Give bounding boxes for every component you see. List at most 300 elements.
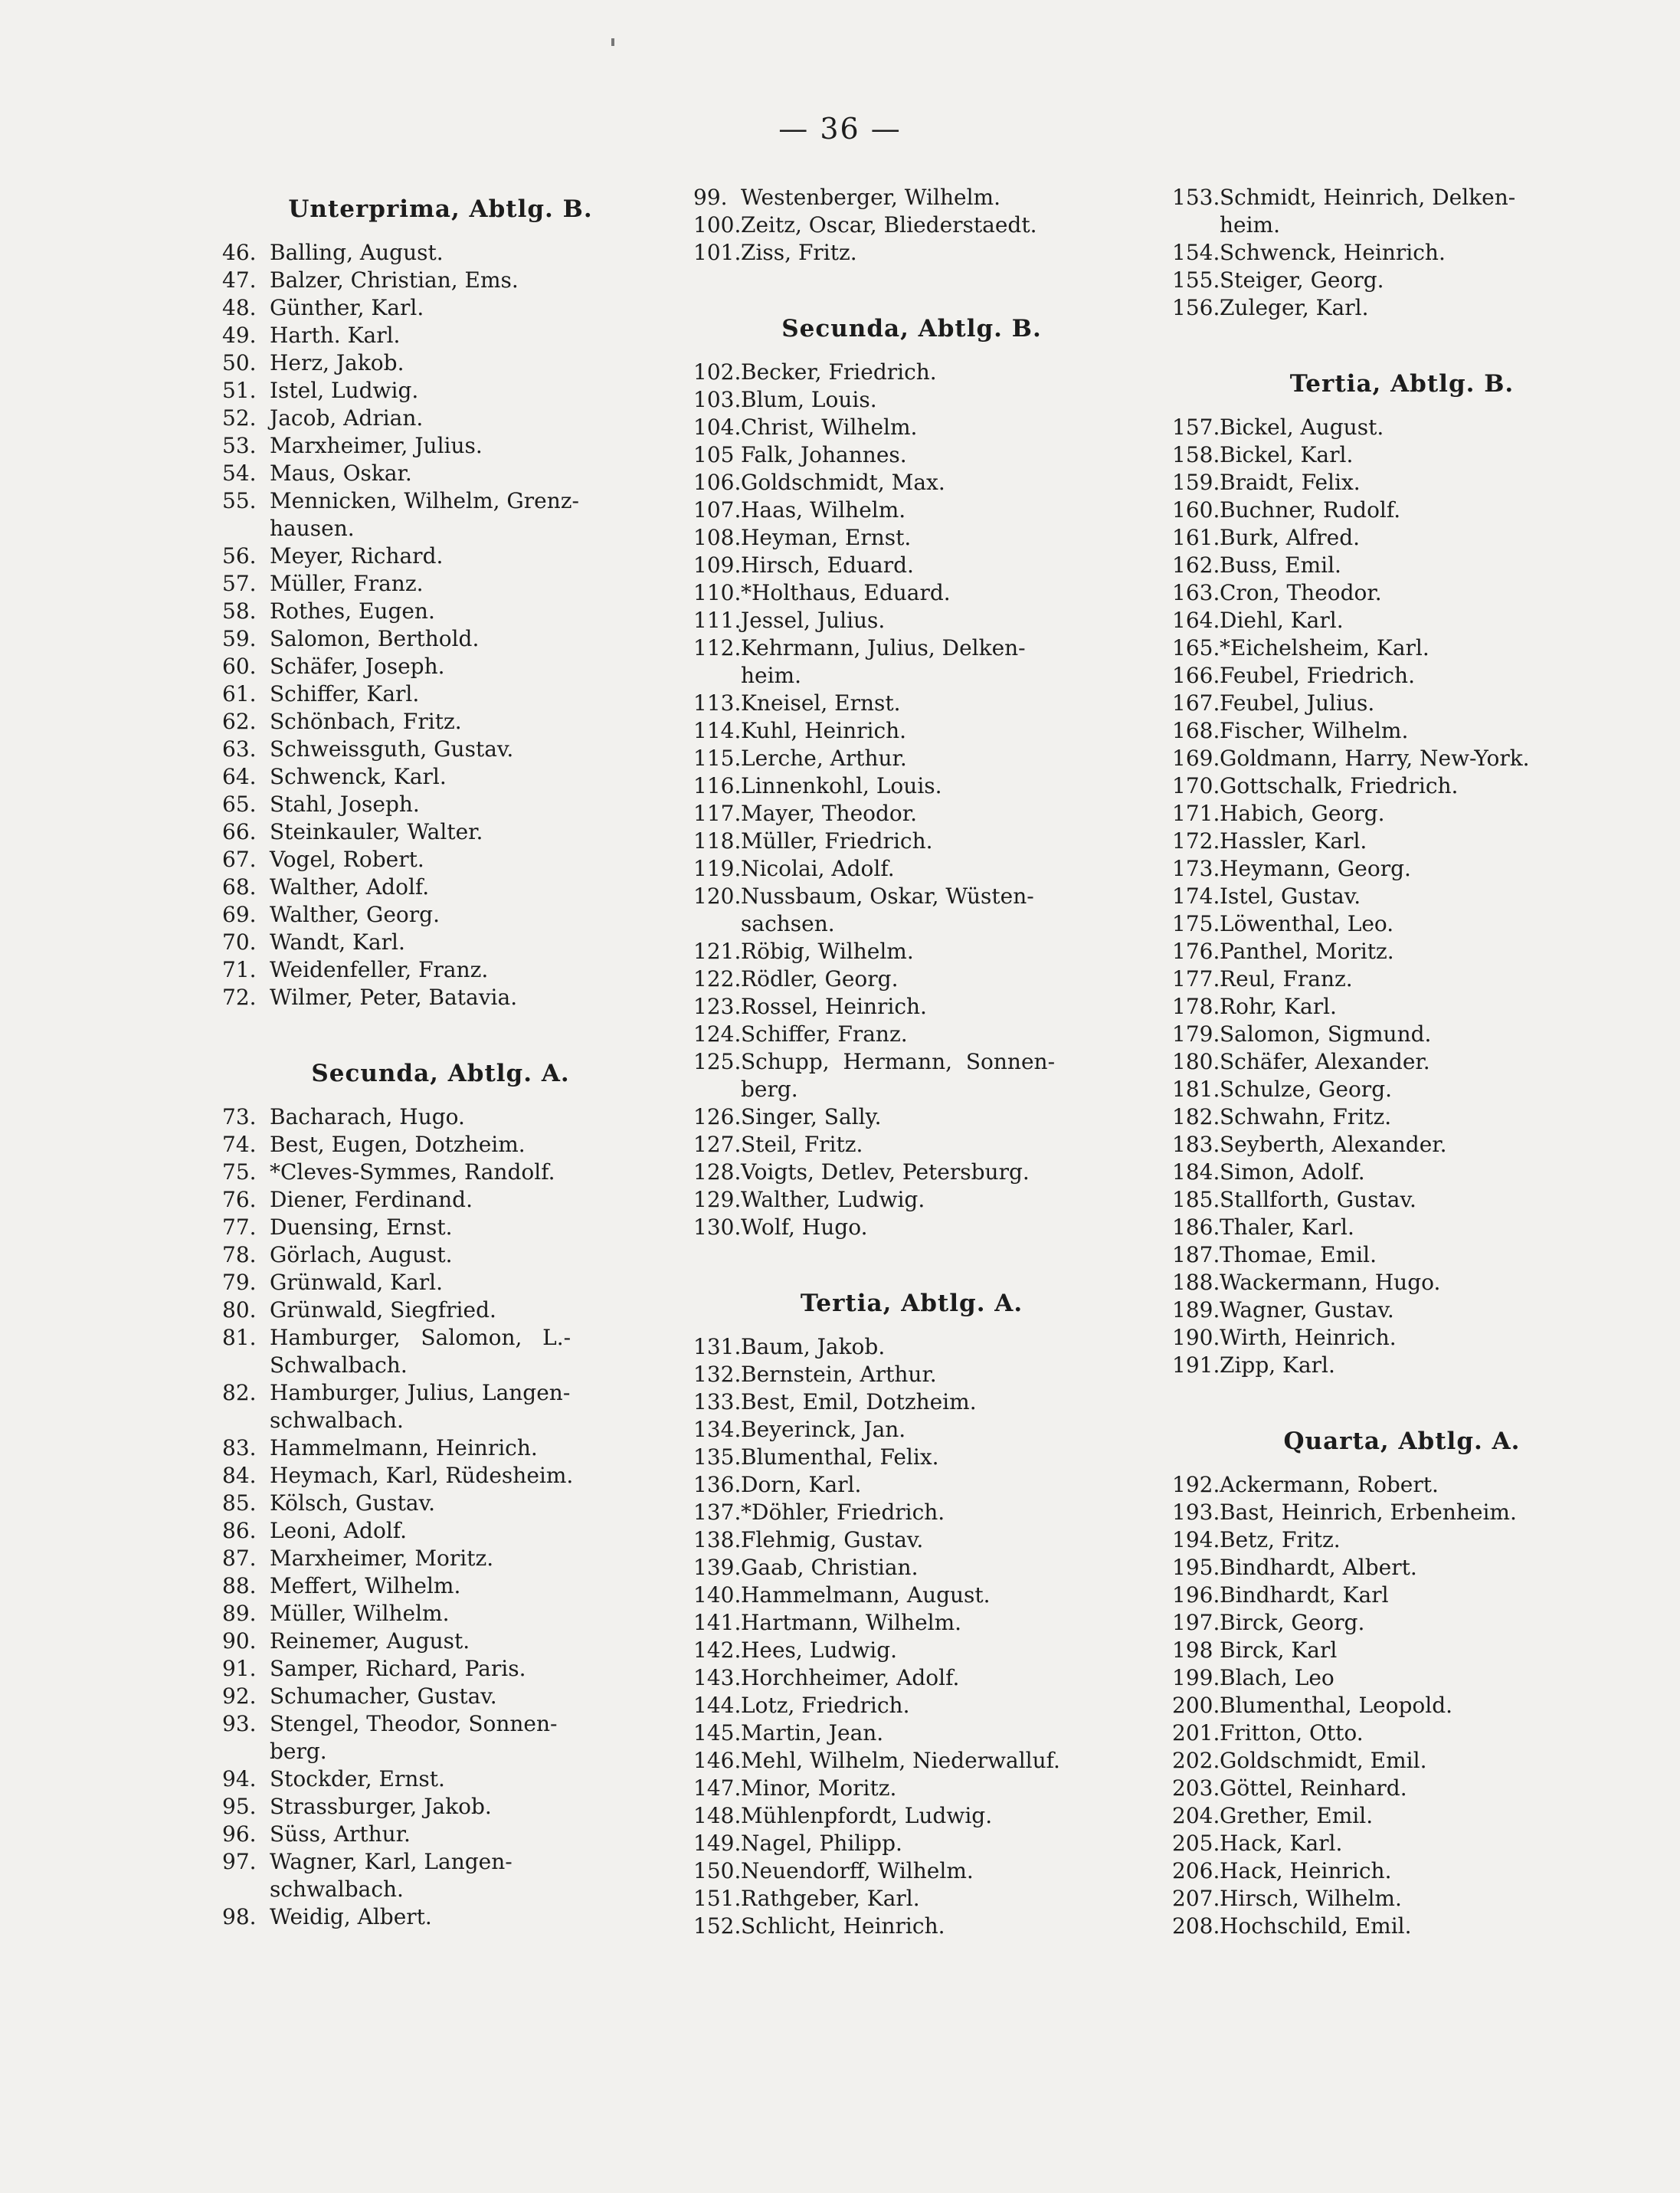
list-item (1172, 1241, 1632, 1269)
entry-name: schwalbach. (270, 1877, 404, 1902)
entry-number: 62. (222, 709, 257, 734)
list-item (693, 1637, 1130, 1664)
entry-number: 60. (222, 654, 257, 679)
list-item (1172, 745, 1632, 772)
list-item (693, 579, 1130, 607)
list-item (693, 1554, 1130, 1582)
entry-name: Günther, Karl. (270, 295, 424, 320)
entry-number: 99. (693, 185, 728, 210)
entry-name: Grether, Emil. (1220, 1803, 1374, 1828)
entry-number: 154. (1172, 240, 1220, 265)
list-item (693, 1021, 1130, 1048)
list-item (1172, 1802, 1632, 1830)
entry-name: Weidig, Albert. (270, 1904, 432, 1929)
entry-name: Wagner, Karl, Langen- (270, 1849, 513, 1874)
entry-name: Gottschalk, Friedrich. (1220, 773, 1459, 798)
entry-name: Bast, Heinrich, Erbenheim. (1220, 1500, 1517, 1525)
entry-number: 128. (693, 1159, 742, 1185)
list-item (1172, 1324, 1632, 1352)
list-item (1172, 211, 1632, 239)
entry-number: 64. (222, 764, 257, 789)
list-item (693, 441, 1130, 469)
entry-name: Heymach, Karl, Rüdesheim. (270, 1463, 574, 1488)
entry-name: Mühlenpfordt, Ludwig. (741, 1803, 993, 1828)
list-item (1172, 497, 1632, 524)
entry-name: Mehl, Wilhelm, Niederwalluf. (741, 1748, 1060, 1773)
entry-number: 75. (222, 1159, 257, 1185)
list-item (1172, 1830, 1632, 1857)
entry-number: 146. (693, 1748, 742, 1773)
entry-number: 150. (693, 1858, 742, 1883)
entry-name: Rathgeber, Karl. (741, 1886, 920, 1911)
entry-name: Voigts, Detlev, Petersburg. (741, 1159, 1030, 1185)
entry-number: 178. (1172, 994, 1220, 1019)
entry-name: Rohr, Karl. (1220, 994, 1337, 1019)
entry-name: Beyerinck, Jan. (741, 1417, 906, 1442)
entry-name: Süss, Arthur. (270, 1821, 411, 1847)
entry-number: 108. (693, 525, 742, 550)
list-item (1172, 634, 1632, 662)
entry-name: Mayer, Theodor. (741, 801, 917, 826)
entry-name: Becker, Friedrich. (741, 359, 937, 385)
entry-name: Hamburger, Salomon, L.- (270, 1325, 571, 1350)
entry-name: Salomon, Sigmund. (1220, 1021, 1432, 1047)
entry-number: 202. (1172, 1748, 1220, 1773)
list-item (1172, 1664, 1632, 1692)
entry-number: 89. (222, 1601, 257, 1626)
entry-name: Best, Emil, Dotzheim. (741, 1389, 977, 1414)
list-item (1172, 1637, 1632, 1664)
entry-number: 93. (222, 1711, 257, 1736)
entry-number: 117. (693, 801, 742, 826)
entry-name: Müller, Franz. (270, 571, 424, 596)
entry-name: Ziss, Fritz. (741, 240, 857, 265)
section-heading: Tertia, Abtlg. A. (800, 1290, 1023, 1317)
entry-name: Schäfer, Joseph. (270, 654, 445, 679)
list-item (222, 349, 659, 377)
entry-number: 134. (693, 1417, 742, 1442)
entry-number: 194. (1172, 1527, 1220, 1552)
list-item (693, 1802, 1130, 1830)
list-item (222, 294, 659, 322)
list-item (1172, 855, 1632, 883)
list-item (1172, 469, 1632, 497)
entry-number: 177. (1172, 966, 1220, 992)
list-item (222, 1903, 659, 1931)
entry-number: 105 (693, 442, 735, 467)
entry-name: Panthel, Moritz. (1220, 939, 1394, 964)
list-item (1172, 441, 1632, 469)
entry-name: Steinkauler, Walter. (270, 819, 483, 844)
list-item (693, 1692, 1130, 1719)
list-item (693, 745, 1130, 772)
entry-number: 147. (693, 1775, 742, 1801)
entry-number: 125. (693, 1049, 742, 1074)
entry-number: 72. (222, 985, 257, 1010)
entry-name: Schwahn, Fritz. (1220, 1104, 1392, 1129)
list-item (222, 956, 659, 984)
entry-number: 49. (222, 323, 257, 348)
entry-number: 97. (222, 1849, 257, 1874)
list-item (693, 772, 1130, 800)
entry-number: 98. (222, 1904, 257, 1929)
entry-number (693, 662, 741, 690)
list-item (693, 1333, 1130, 1361)
entry-number: 59. (222, 626, 257, 651)
entry-name: Schwenck, Heinrich. (1220, 240, 1446, 265)
list-item (1172, 690, 1632, 717)
list-item (1172, 1103, 1632, 1131)
entry-number: 52. (222, 405, 257, 431)
entry-name: Vogel, Robert. (270, 847, 424, 872)
entry-number: 198 (1172, 1637, 1213, 1663)
list-item (693, 1830, 1130, 1857)
list-item (693, 938, 1130, 965)
entry-number: 54. (222, 461, 257, 486)
entry-number: 179. (1172, 1021, 1220, 1047)
scan-mark (611, 38, 614, 46)
list-item (222, 929, 659, 956)
entry-name: hausen. (270, 516, 355, 541)
entry-number: 151. (693, 1886, 742, 1911)
entry-number: 91. (222, 1656, 257, 1681)
entry-name: Schäfer, Alexander. (1220, 1049, 1430, 1074)
list-item (693, 1885, 1130, 1913)
list-item (222, 1628, 659, 1655)
list-item (222, 653, 659, 680)
entry-name: Rossel, Heinrich. (741, 994, 927, 1019)
section-heading: Secunda, Abtlg. B. (781, 315, 1042, 343)
entry-number: 152. (693, 1913, 742, 1939)
list-item (693, 634, 1130, 662)
entry-name: Salomon, Berthold. (270, 626, 480, 651)
entry-name: Neuendorff, Wilhelm. (741, 1858, 974, 1883)
entry-number: 104. (693, 415, 742, 440)
entry-number: 185. (1172, 1187, 1220, 1212)
entry-name: Kneisel, Ernst. (741, 690, 901, 716)
entry-number: 142. (693, 1637, 742, 1663)
entry-name: Cron, Theodor. (1220, 580, 1382, 605)
list-item (693, 1609, 1130, 1637)
entry-number (222, 1876, 270, 1903)
entry-name: heim. (741, 663, 802, 688)
entry-number: 84. (222, 1463, 257, 1488)
list-item (1172, 993, 1632, 1021)
column-2 (693, 184, 1130, 1940)
entry-number: 95. (222, 1794, 257, 1819)
entry-number: 180. (1172, 1049, 1220, 1074)
entry-number: 121. (693, 939, 742, 964)
entry-name: Goldschmidt, Max. (741, 470, 945, 495)
entry-number: 175. (1172, 911, 1220, 936)
entry-name: Horchheimer, Adolf. (741, 1665, 960, 1690)
entry-number: 47. (222, 267, 257, 293)
list-item (1172, 1582, 1632, 1609)
entry-name: Nagel, Philipp. (741, 1831, 902, 1856)
entry-number: 68. (222, 874, 257, 900)
entry-name: Lotz, Friedrich. (741, 1693, 910, 1718)
list-item (693, 239, 1130, 267)
list-item (222, 570, 659, 598)
entry-name: Heyman, Ernst. (741, 525, 912, 550)
list-item (222, 405, 659, 432)
list-item (693, 1444, 1130, 1471)
list-item (1172, 1048, 1632, 1076)
list-item (1172, 1021, 1632, 1048)
entry-name: berg. (270, 1739, 327, 1764)
entry-name: Müller, Wilhelm. (270, 1601, 450, 1626)
entry-number: 204. (1172, 1803, 1220, 1828)
entry-number (222, 1407, 270, 1434)
list-item (222, 791, 659, 818)
entry-name: Marxheimer, Julius. (270, 433, 483, 458)
entry-number: 118. (693, 828, 742, 854)
list-item (693, 524, 1130, 552)
list-item (693, 855, 1130, 883)
list-item (222, 598, 659, 625)
entry-name: Mennicken, Wilhelm, Grenz- (270, 488, 579, 513)
list-item (693, 1388, 1130, 1416)
entry-name: Heymann, Georg. (1220, 856, 1411, 881)
entry-number: 206. (1172, 1858, 1220, 1883)
entry-name: Blumenthal, Leopold. (1220, 1693, 1453, 1718)
entry-name: Steiger, Georg. (1220, 267, 1384, 293)
entry-number: 101. (693, 240, 742, 265)
entry-name: Wackermann, Hugo. (1220, 1270, 1441, 1295)
entry-number: 170. (1172, 773, 1220, 798)
list-item (222, 1296, 659, 1324)
entry-name: Bacharach, Hugo. (270, 1104, 465, 1129)
entry-number: 76. (222, 1187, 257, 1212)
entry-name: Meffert, Wilhelm. (270, 1573, 461, 1598)
entry-name: Minor, Moritz. (741, 1775, 897, 1801)
entry-number: 162. (1172, 552, 1220, 578)
entry-number: 90. (222, 1628, 257, 1654)
list-item (693, 184, 1130, 211)
list-item (222, 460, 659, 487)
entry-number: 191. (1172, 1352, 1220, 1378)
entry-number: 48. (222, 295, 257, 320)
entry-number: 131. (693, 1334, 742, 1359)
entry-number (222, 1738, 270, 1765)
list-item (1172, 1885, 1632, 1913)
list-item (1172, 239, 1632, 267)
entry-name: Hartmann, Wilhelm. (741, 1610, 962, 1635)
list-item (693, 1747, 1130, 1775)
entry-name: Bickel, Karl. (1220, 442, 1354, 467)
entry-number: 74. (222, 1132, 257, 1157)
list-item (1172, 1913, 1632, 1940)
entry-number: 153. (1172, 185, 1220, 210)
entry-name: Schweissguth, Gustav. (270, 736, 514, 762)
entry-number: 136. (693, 1472, 742, 1497)
list-item (693, 1719, 1130, 1747)
list-item (222, 1876, 659, 1903)
list-item (693, 1416, 1130, 1444)
entry-name: Hees, Ludwig. (741, 1637, 898, 1663)
entry-number: 79. (222, 1270, 257, 1295)
entry-name: Goldmann, Harry, New-York. (1220, 746, 1530, 771)
entry-number: 159. (1172, 470, 1220, 495)
entry-number: 92. (222, 1683, 257, 1709)
list-item (693, 1526, 1130, 1554)
entry-number: 137. (693, 1500, 742, 1525)
entry-number (693, 1076, 741, 1103)
entry-name: Diener, Ferdinand. (270, 1187, 473, 1212)
list-item (693, 1471, 1130, 1499)
entry-number: 127. (693, 1132, 742, 1157)
entry-number: 113. (693, 690, 742, 716)
entry-number: 168. (1172, 718, 1220, 743)
entry-name: Grünwald, Karl. (270, 1270, 444, 1295)
entry-number: 80. (222, 1297, 257, 1323)
entry-number: 143. (693, 1665, 742, 1690)
entry-number: 96. (222, 1821, 257, 1847)
list-item (222, 1710, 659, 1738)
list-item (222, 625, 659, 653)
entry-name: Hochschild, Emil. (1220, 1913, 1412, 1939)
entry-name: Löwenthal, Leo. (1220, 911, 1394, 936)
entry-number: 144. (693, 1693, 742, 1718)
entry-number: 167. (1172, 690, 1220, 716)
list-item (1172, 1186, 1632, 1214)
entry-name: Habich, Georg. (1220, 801, 1385, 826)
entry-number: 187. (1172, 1242, 1220, 1267)
entry-name: *Eichelsheim, Karl. (1220, 635, 1429, 661)
list-item (222, 322, 659, 349)
entry-number: 141. (693, 1610, 742, 1635)
list-item (222, 1683, 659, 1710)
entry-name: Kölsch, Gustav. (270, 1490, 435, 1516)
entry-name: Lerche, Arthur. (741, 746, 907, 771)
list-item (1172, 1214, 1632, 1241)
list-item (693, 1913, 1130, 1940)
list-item (693, 1582, 1130, 1609)
entry-name: Baum, Jakob. (741, 1334, 886, 1359)
entry-number: 193. (1172, 1500, 1220, 1525)
list-item (693, 386, 1130, 414)
entry-number: 171. (1172, 801, 1220, 826)
entry-name: Westenberger, Wilhelm. (741, 185, 1000, 210)
entry-name: Stengel, Theodor, Sonnen- (270, 1711, 558, 1736)
list-item (222, 1241, 659, 1269)
entry-name: Schwalbach. (270, 1352, 408, 1378)
entry-number: 200. (1172, 1693, 1220, 1718)
list-item (222, 1159, 659, 1186)
entry-number: 56. (222, 543, 257, 569)
list-item (693, 690, 1130, 717)
list-item (1172, 662, 1632, 690)
list-item (693, 965, 1130, 993)
list-item (1172, 1554, 1632, 1582)
entry-number: 196. (1172, 1582, 1220, 1608)
entry-number: 205. (1172, 1831, 1220, 1856)
entry-number: 112. (693, 635, 742, 661)
entry-number: 110. (693, 580, 742, 605)
entry-name: Feubel, Friedrich. (1220, 663, 1415, 688)
section-heading: Quarta, Abtlg. A. (1283, 1428, 1521, 1455)
entry-name: Bindhardt, Albert. (1220, 1555, 1417, 1580)
entry-name: Reul, Franz. (1220, 966, 1353, 992)
entry-name: Jacob, Adrian. (270, 405, 424, 431)
list-item (693, 497, 1130, 524)
list-item (222, 1186, 659, 1214)
list-item (222, 1793, 659, 1821)
entry-number (222, 515, 270, 543)
list-item (222, 1517, 659, 1545)
entry-number (1172, 211, 1220, 239)
entry-name: Röbig, Wilhelm. (741, 939, 914, 964)
list-item (222, 736, 659, 763)
entry-name: Wagner, Gustav. (1220, 1297, 1394, 1323)
entry-name: Hassler, Karl. (1220, 828, 1367, 854)
list-item (1172, 1269, 1632, 1296)
list-item (222, 1214, 659, 1241)
entry-name: Rödler, Georg. (741, 966, 899, 992)
entry-number: 188. (1172, 1270, 1220, 1295)
entry-number: 126. (693, 1104, 742, 1129)
entry-number: 85. (222, 1490, 257, 1516)
entry-name: Samper, Richard, Paris. (270, 1656, 526, 1681)
entry-number: 173. (1172, 856, 1220, 881)
entry-number: 124. (693, 1021, 742, 1047)
list-item (222, 1379, 659, 1407)
entry-number: 157. (1172, 415, 1220, 440)
entry-number: 174. (1172, 883, 1220, 909)
entry-number: 148. (693, 1803, 742, 1828)
entry-number: 81. (222, 1325, 257, 1350)
list-item (1172, 800, 1632, 828)
entry-name: Singer, Sally. (741, 1104, 882, 1129)
entry-number: 70. (222, 929, 257, 955)
list-item (1172, 1076, 1632, 1103)
entry-name: schwalbach. (270, 1408, 404, 1433)
list-item (693, 828, 1130, 855)
list-item (1172, 414, 1632, 441)
entry-name: Schlicht, Heinrich. (741, 1913, 945, 1939)
entry-number: 83. (222, 1435, 257, 1460)
entry-number: 57. (222, 571, 257, 596)
entry-number: 69. (222, 902, 257, 927)
entry-name: Dorn, Karl. (741, 1472, 862, 1497)
list-item (222, 1572, 659, 1600)
entry-number: 120. (693, 883, 742, 909)
list-item (693, 1857, 1130, 1885)
entry-number: 149. (693, 1831, 742, 1856)
entry-number: 138. (693, 1527, 742, 1552)
entry-name: Stahl, Joseph. (270, 792, 420, 817)
list-item (222, 984, 659, 1011)
entry-number: 46. (222, 240, 257, 265)
entry-number: 192. (1172, 1472, 1220, 1497)
entry-name: Nussbaum, Oskar, Wüsten- (741, 883, 1034, 909)
entry-name: *Döhler, Friedrich. (741, 1500, 945, 1525)
entry-name: Bindhardt, Karl (1220, 1582, 1389, 1608)
entry-number: 77. (222, 1215, 257, 1240)
list-item (1172, 883, 1632, 910)
entry-name: Rothes, Eugen. (270, 598, 435, 624)
entry-name: Buss, Emil. (1220, 552, 1341, 578)
entry-name: Nicolai, Adolf. (741, 856, 895, 881)
entry-number: 53. (222, 433, 257, 458)
list-item (222, 1434, 659, 1462)
list-item (1172, 828, 1632, 855)
entry-name: Zipp, Karl. (1220, 1352, 1335, 1378)
entry-name: Göttel, Reinhard. (1220, 1775, 1407, 1801)
entry-name: berg. (741, 1077, 798, 1102)
entry-number: 87. (222, 1546, 257, 1571)
list-item (1172, 579, 1632, 607)
